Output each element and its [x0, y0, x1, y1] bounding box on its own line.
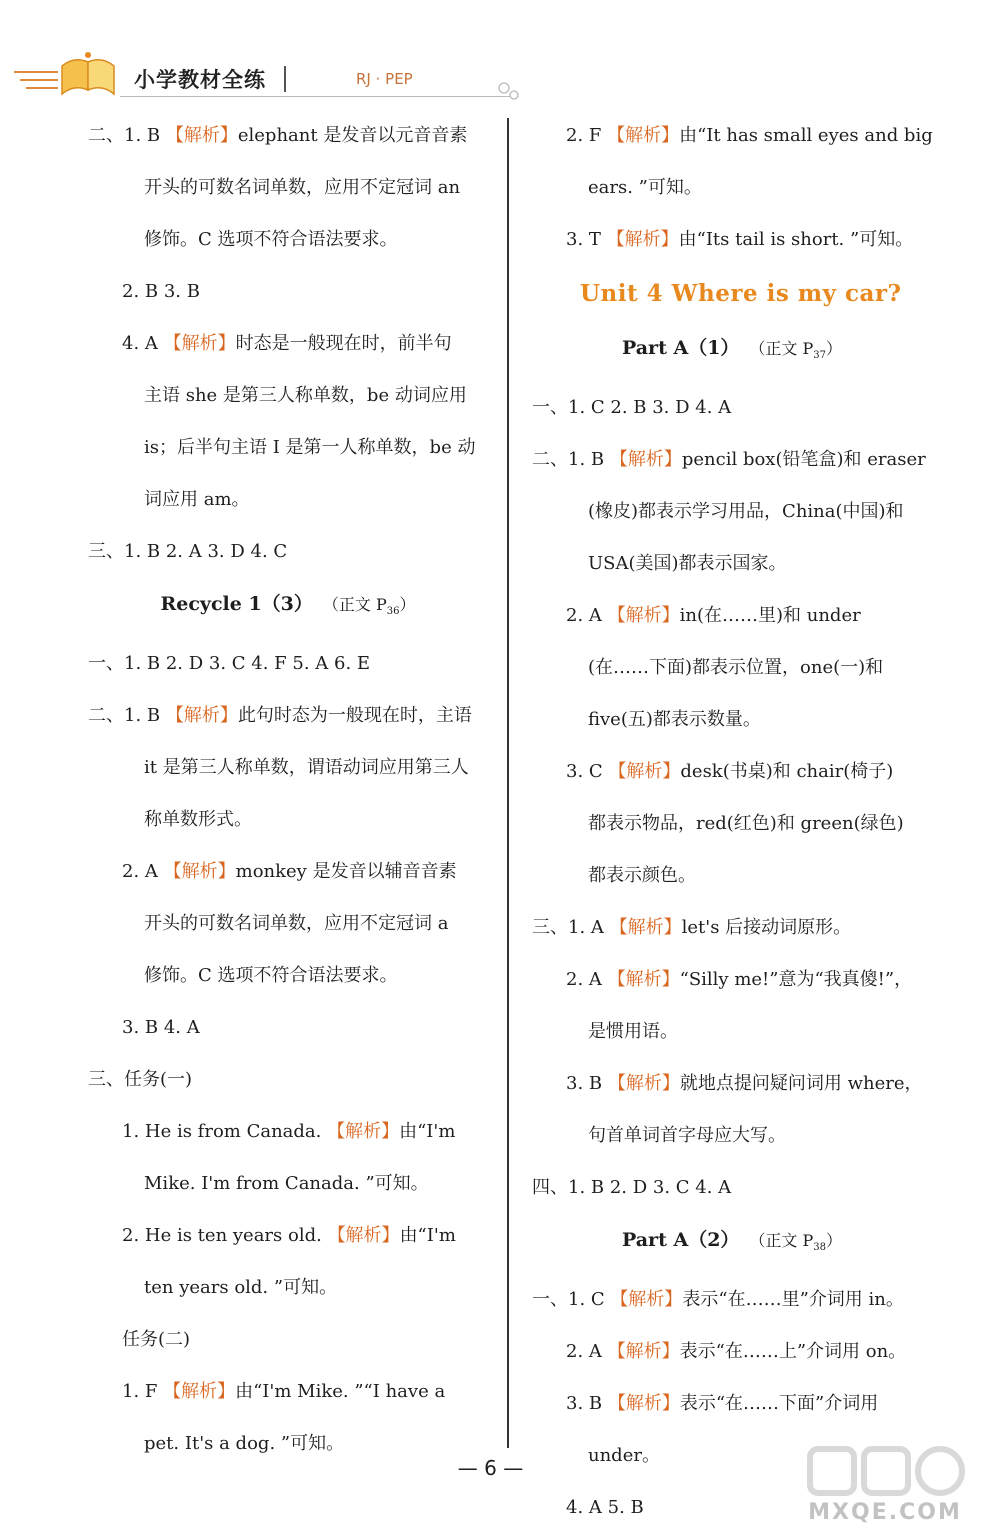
answer-line — [532, 110, 932, 162]
answer-line — [88, 1262, 488, 1314]
answer-text: 是惯用语。 — [588, 1021, 678, 1043]
answer-text: 三、任务(一) — [88, 1069, 193, 1091]
analysis-text: 由“I'm — [399, 1225, 456, 1247]
answer-line — [532, 1378, 932, 1430]
section-title: Part A（1） — [621, 337, 740, 359]
analysis-tag: 【解析】 — [610, 1289, 683, 1311]
series-title: 小学教材全练 — [134, 68, 266, 92]
open-book-logo-icon — [14, 50, 124, 102]
ref-suffix: ） — [826, 339, 843, 358]
answer-line — [532, 954, 932, 1006]
analysis-tag: 【解析】 — [607, 1341, 680, 1363]
answer-line — [88, 950, 488, 1002]
analysis-tag: 【解析】 — [327, 1121, 400, 1143]
section-title: Part A（2） — [621, 1229, 740, 1252]
analysis-tag: 【解析】 — [163, 333, 236, 354]
answer-text: 修饰。C 选项不符合语法要求。 — [144, 229, 398, 250]
answer-text: ten years old. ”可知。 — [144, 1277, 338, 1299]
ref-prefix: （正文 P — [330, 595, 387, 614]
ref-page-number: 36 — [386, 606, 400, 618]
answer-text: 2. F — [566, 125, 608, 146]
answer-line — [88, 318, 488, 370]
analysis-tag: 【解析】 — [607, 1073, 680, 1095]
ref-page-number: 38 — [813, 1242, 827, 1254]
answer-text: 2. A — [566, 969, 608, 991]
analysis-text: 由“Its tail is short. ”可知。 — [678, 229, 914, 250]
answer-text: 2. A — [122, 861, 164, 883]
answer-text: Mike. I'm from Canada. ”可知。 — [144, 1173, 429, 1195]
analysis-tag: 【解析】 — [165, 125, 238, 146]
header-rule — [120, 96, 510, 97]
answer-text: 1. He is from Canada. — [122, 1121, 328, 1143]
analysis-tag: 【解析】 — [163, 861, 236, 883]
answer-line — [88, 1054, 488, 1106]
answer-text: 二、1. B — [532, 449, 610, 471]
answer-line — [88, 1314, 488, 1366]
analysis-tag: 【解析】 — [607, 125, 680, 146]
analysis-text: 表示“在……上”介词用 on。 — [679, 1341, 907, 1363]
textbook-page-ref — [757, 339, 843, 362]
analysis-tag: 【解析】 — [607, 605, 680, 627]
answer-line — [88, 474, 488, 526]
analysis-text: let's 后接动词原形。 — [681, 917, 852, 939]
analysis-tag: 【解析】 — [607, 969, 680, 991]
answer-text: 都表示颜色。 — [588, 865, 696, 887]
answer-line — [88, 846, 488, 898]
answer-line — [532, 902, 932, 954]
watermark-logo-icon — [790, 1445, 980, 1505]
answer-line — [88, 422, 488, 474]
analysis-tag: 【解析】 — [606, 229, 679, 250]
answer-line — [532, 642, 932, 694]
answer-line — [532, 538, 932, 590]
answer-line — [88, 638, 488, 690]
analysis-text: 由“I'm — [399, 1121, 456, 1143]
section-heading — [88, 578, 488, 638]
section-heading — [532, 322, 932, 382]
analysis-tag: 【解析】 — [608, 761, 681, 783]
answer-text: (橡皮)都表示学习用品，China(中国)和 — [588, 501, 904, 523]
answer-text: 3. B — [566, 1073, 608, 1095]
answer-text: 一、1. C — [532, 1289, 611, 1311]
answer-text: 三、1. A — [532, 917, 610, 939]
answer-text: it 是第三人称单数，谓语动词应用第三人 — [144, 757, 469, 779]
answer-line — [88, 1106, 488, 1158]
analysis-text: “Silly me!”意为“我真傻!”， — [679, 969, 913, 991]
answer-line — [532, 590, 932, 642]
answer-line — [532, 162, 932, 214]
answer-text: 主语 she 是第三人称单数，be 动词应用 — [144, 385, 467, 406]
analysis-tag: 【解析】 — [609, 917, 682, 939]
analysis-text: desk(书桌)和 chair(椅子) — [680, 761, 894, 783]
answer-text: 二、1. B — [88, 125, 166, 146]
answer-line — [88, 110, 488, 162]
answer-text: pet. It's a dog. ”可知。 — [144, 1433, 345, 1455]
analysis-text: 表示“在……下面”介词用 — [679, 1393, 879, 1415]
answer-text: USA(美国)都表示国家。 — [588, 553, 787, 575]
column-divider — [507, 118, 509, 1448]
answer-text: 3. C — [566, 761, 609, 783]
answer-text: five(五)都表示数量。 — [588, 709, 761, 731]
answer-line — [532, 434, 932, 486]
answer-line — [532, 746, 932, 798]
answer-text: 词应用 am。 — [144, 489, 250, 510]
ref-prefix: （正文 P — [757, 1231, 814, 1251]
answer-line — [88, 526, 488, 578]
answer-text: 一、1. C 2. B 3. D 4. A — [532, 397, 732, 419]
answer-text: under。 — [588, 1445, 660, 1467]
answer-line — [532, 694, 932, 746]
analysis-text: in(在……里)和 under — [679, 605, 861, 627]
answer-text: 称单数形式。 — [144, 809, 252, 831]
ref-suffix: ） — [399, 595, 416, 614]
answer-text: 四、1. B 2. D 3. C 4. A — [532, 1177, 732, 1199]
answer-text: 3. T — [566, 229, 607, 250]
answer-line — [532, 382, 932, 434]
answer-line — [88, 794, 488, 846]
answer-line — [88, 1002, 488, 1054]
answer-text: 开头的可数名词单数，应用不定冠词 an — [144, 177, 461, 198]
answer-line — [88, 1366, 488, 1418]
right-column — [532, 110, 932, 1534]
answer-text: 任务(二) — [122, 1329, 191, 1351]
analysis-tag: 【解析】 — [609, 449, 682, 471]
textbook-page-ref — [330, 595, 416, 618]
answer-text: 都表示物品，red(红色)和 green(绿色) — [588, 813, 904, 835]
answer-line — [88, 1158, 488, 1210]
answer-line — [88, 1210, 488, 1262]
answer-text: 句首单词首字母应大写。 — [588, 1125, 786, 1147]
edition-label: RJ · PEP — [356, 70, 413, 88]
answer-line — [532, 1006, 932, 1058]
answer-text: 4. A — [122, 333, 164, 354]
header-ornament-icon — [496, 80, 522, 102]
answer-line — [88, 898, 488, 950]
answer-text: 3. B 4. A — [122, 1017, 200, 1039]
analysis-tag: 【解析】 — [163, 1381, 236, 1403]
analysis-text: 时态是一般现在时，前半句 — [235, 333, 452, 354]
answer-text: 修饰。C 选项不符合语法要求。 — [144, 965, 398, 987]
answer-text: 4. A 5. B — [566, 1497, 644, 1519]
unit-title: Unit 4 Where is my car? — [580, 280, 902, 307]
section-title: Recycle 1（3） — [160, 593, 313, 615]
answer-line — [532, 850, 932, 902]
analysis-text: 就地点提问疑问词用 where， — [679, 1073, 923, 1095]
answer-text: is；后半句主语 I 是第一人称单数，be 动 — [144, 437, 476, 458]
analysis-tag: 【解析】 — [327, 1225, 400, 1247]
answer-line — [88, 742, 488, 794]
textbook-page-ref — [757, 1231, 843, 1254]
answer-text: 二、1. B — [88, 705, 166, 727]
answer-line — [88, 214, 488, 266]
ref-page-number: 37 — [813, 350, 827, 362]
analysis-text: pencil box(铅笔盒)和 eraser — [681, 449, 926, 471]
answer-line — [88, 370, 488, 422]
analysis-text: 此句时态为一般现在时，主语 — [237, 705, 472, 727]
analysis-tag: 【解析】 — [165, 705, 238, 727]
analysis-text: 由“It has small eyes and big — [679, 125, 933, 146]
answer-line — [88, 266, 488, 318]
header-separator — [284, 66, 286, 92]
ref-suffix: ） — [826, 1231, 843, 1251]
analysis-text: 表示“在……里”介词用 in。 — [682, 1289, 904, 1311]
answer-text: 三、1. B 2. A 3. D 4. C — [88, 541, 288, 562]
answer-text: 2. A — [566, 1341, 608, 1363]
answer-text: 2. A — [566, 605, 608, 627]
answer-text: 1. F — [122, 1381, 164, 1403]
answer-line — [532, 486, 932, 538]
watermark-text: MXQE.COM — [808, 1500, 962, 1525]
analysis-tag: 【解析】 — [607, 1393, 680, 1415]
answer-line — [532, 1274, 932, 1326]
answer-text: 开头的可数名词单数，应用不定冠词 a — [144, 913, 449, 935]
answer-text: (在……下面)都表示位置，one(一)和 — [588, 657, 884, 679]
page-header — [0, 0, 981, 110]
answer-line — [532, 1326, 932, 1378]
answer-line — [532, 214, 932, 266]
analysis-text: monkey 是发音以辅音音素 — [235, 861, 457, 883]
answer-line — [88, 690, 488, 742]
ref-prefix: （正文 P — [757, 339, 814, 358]
answer-line — [532, 798, 932, 850]
answer-line — [532, 1110, 932, 1162]
answer-line — [88, 162, 488, 214]
answer-text: 一、1. B 2. D 3. C 4. F 5. A 6. E — [88, 653, 371, 675]
answer-text: 3. B — [566, 1393, 608, 1415]
analysis-text: 由“I'm Mike. ”“I have a — [235, 1381, 446, 1403]
answer-line — [532, 1162, 932, 1214]
analysis-text: elephant 是发音以元音音素 — [237, 125, 468, 146]
page-number: — 6 — — [457, 1456, 524, 1480]
answer-line — [532, 1058, 932, 1110]
answer-text: ears. ”可知。 — [588, 177, 702, 198]
answer-text: 2. B 3. B — [122, 281, 200, 302]
section-heading — [532, 1214, 932, 1274]
answer-text: 2. He is ten years old. — [122, 1225, 328, 1247]
left-column — [88, 110, 488, 1470]
